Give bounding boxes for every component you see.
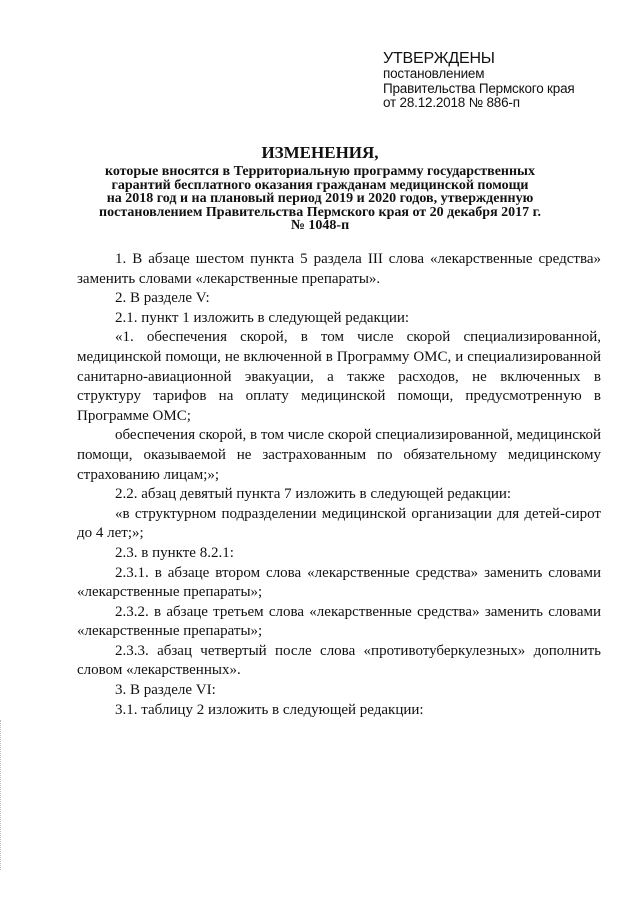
paragraph-2-3: 2.3. в пункте 8.2.1:: [115, 544, 234, 561]
subtitle-line: на 2018 год и на плановый период 2019 и 2020 годов, утвержденную: [106, 191, 534, 206]
subtitle-line: которые вносятся в Территориальную программу государственных: [104, 164, 535, 179]
paragraph-2-1: 2.1. пункт 1 изложить в следующей редакции:: [115, 309, 410, 326]
paragraph-3-1: 3.1. таблицу 2 изложить в следующей редакции:: [115, 701, 424, 718]
paragraph-quote-3: «в структурном подразделении медицинской организации для детей-сирот до 4 лет;»;: [77, 505, 601, 542]
approval-line-3: от 28.12.2018 № 886-п: [383, 95, 520, 110]
approval-line-2: Правительства Пермского края: [383, 80, 575, 96]
paragraph-quote-2: обеспечения скорой, в том числе скорой специализированной, медицинской помощи, оказываемой не застрахованным по обязательному медицинскому страхованию лицам;»;: [77, 427, 601, 483]
paragraph-2-2: 2.2. абзац девятый пункта 7 изложить в следующей редакции:: [115, 486, 512, 503]
approval-line-1: постановлением: [383, 66, 485, 81]
subtitle-line: № 1048-п: [290, 218, 350, 233]
paragraph-2-3-1: 2.3.1. в абзаце втором слова «лекарственные средства» заменить словами «лекарственные препараты»;: [77, 564, 601, 601]
document-subtitle: [70, 165, 570, 233]
scan-edge-mark: [0, 720, 3, 870]
paragraph-1: 1. В абзаце шестом пункта 5 раздела III слова «лекарственные средства» заменить словами «лекарственные препараты».: [77, 251, 601, 287]
document-title: ИЗМЕНЕНИЯ,: [261, 143, 379, 162]
subtitle-line: постановлением Правительства Пермского края от 20 декабря 2017 г.: [99, 204, 541, 220]
paragraph-2-3-2: 2.3.2. в абзаце третьем слова «лекарственные средства» заменить словами «лекарственные препараты»;: [77, 603, 601, 640]
document-body: [77, 250, 601, 720]
paragraph-3: 3. В разделе VI:: [115, 682, 216, 699]
approval-stamp: [383, 50, 574, 111]
paragraph-quote-1: «1. обеспечения скорой, в том числе скорой специализированной, медицинской помощи, не включенной в Программу ОМС, и специализированной санитарно-авиационной эвакуации, а также расходов, не включенных в структуру тарифов на оплату медицинской помощи, предусмотренную в Программе ОМС;: [77, 329, 601, 424]
approval-title: УТВЕРЖДЕНЫ: [383, 50, 495, 67]
paragraph-2: 2. В разделе V:: [115, 290, 210, 307]
paragraph-2-3-3: 2.3.3. абзац четвертый после слова «противотуберкулезных» дополнить словом «лекарственных».: [77, 642, 601, 679]
subtitle-line: гарантий бесплатного оказания гражданам медицинской помощи: [111, 177, 529, 193]
